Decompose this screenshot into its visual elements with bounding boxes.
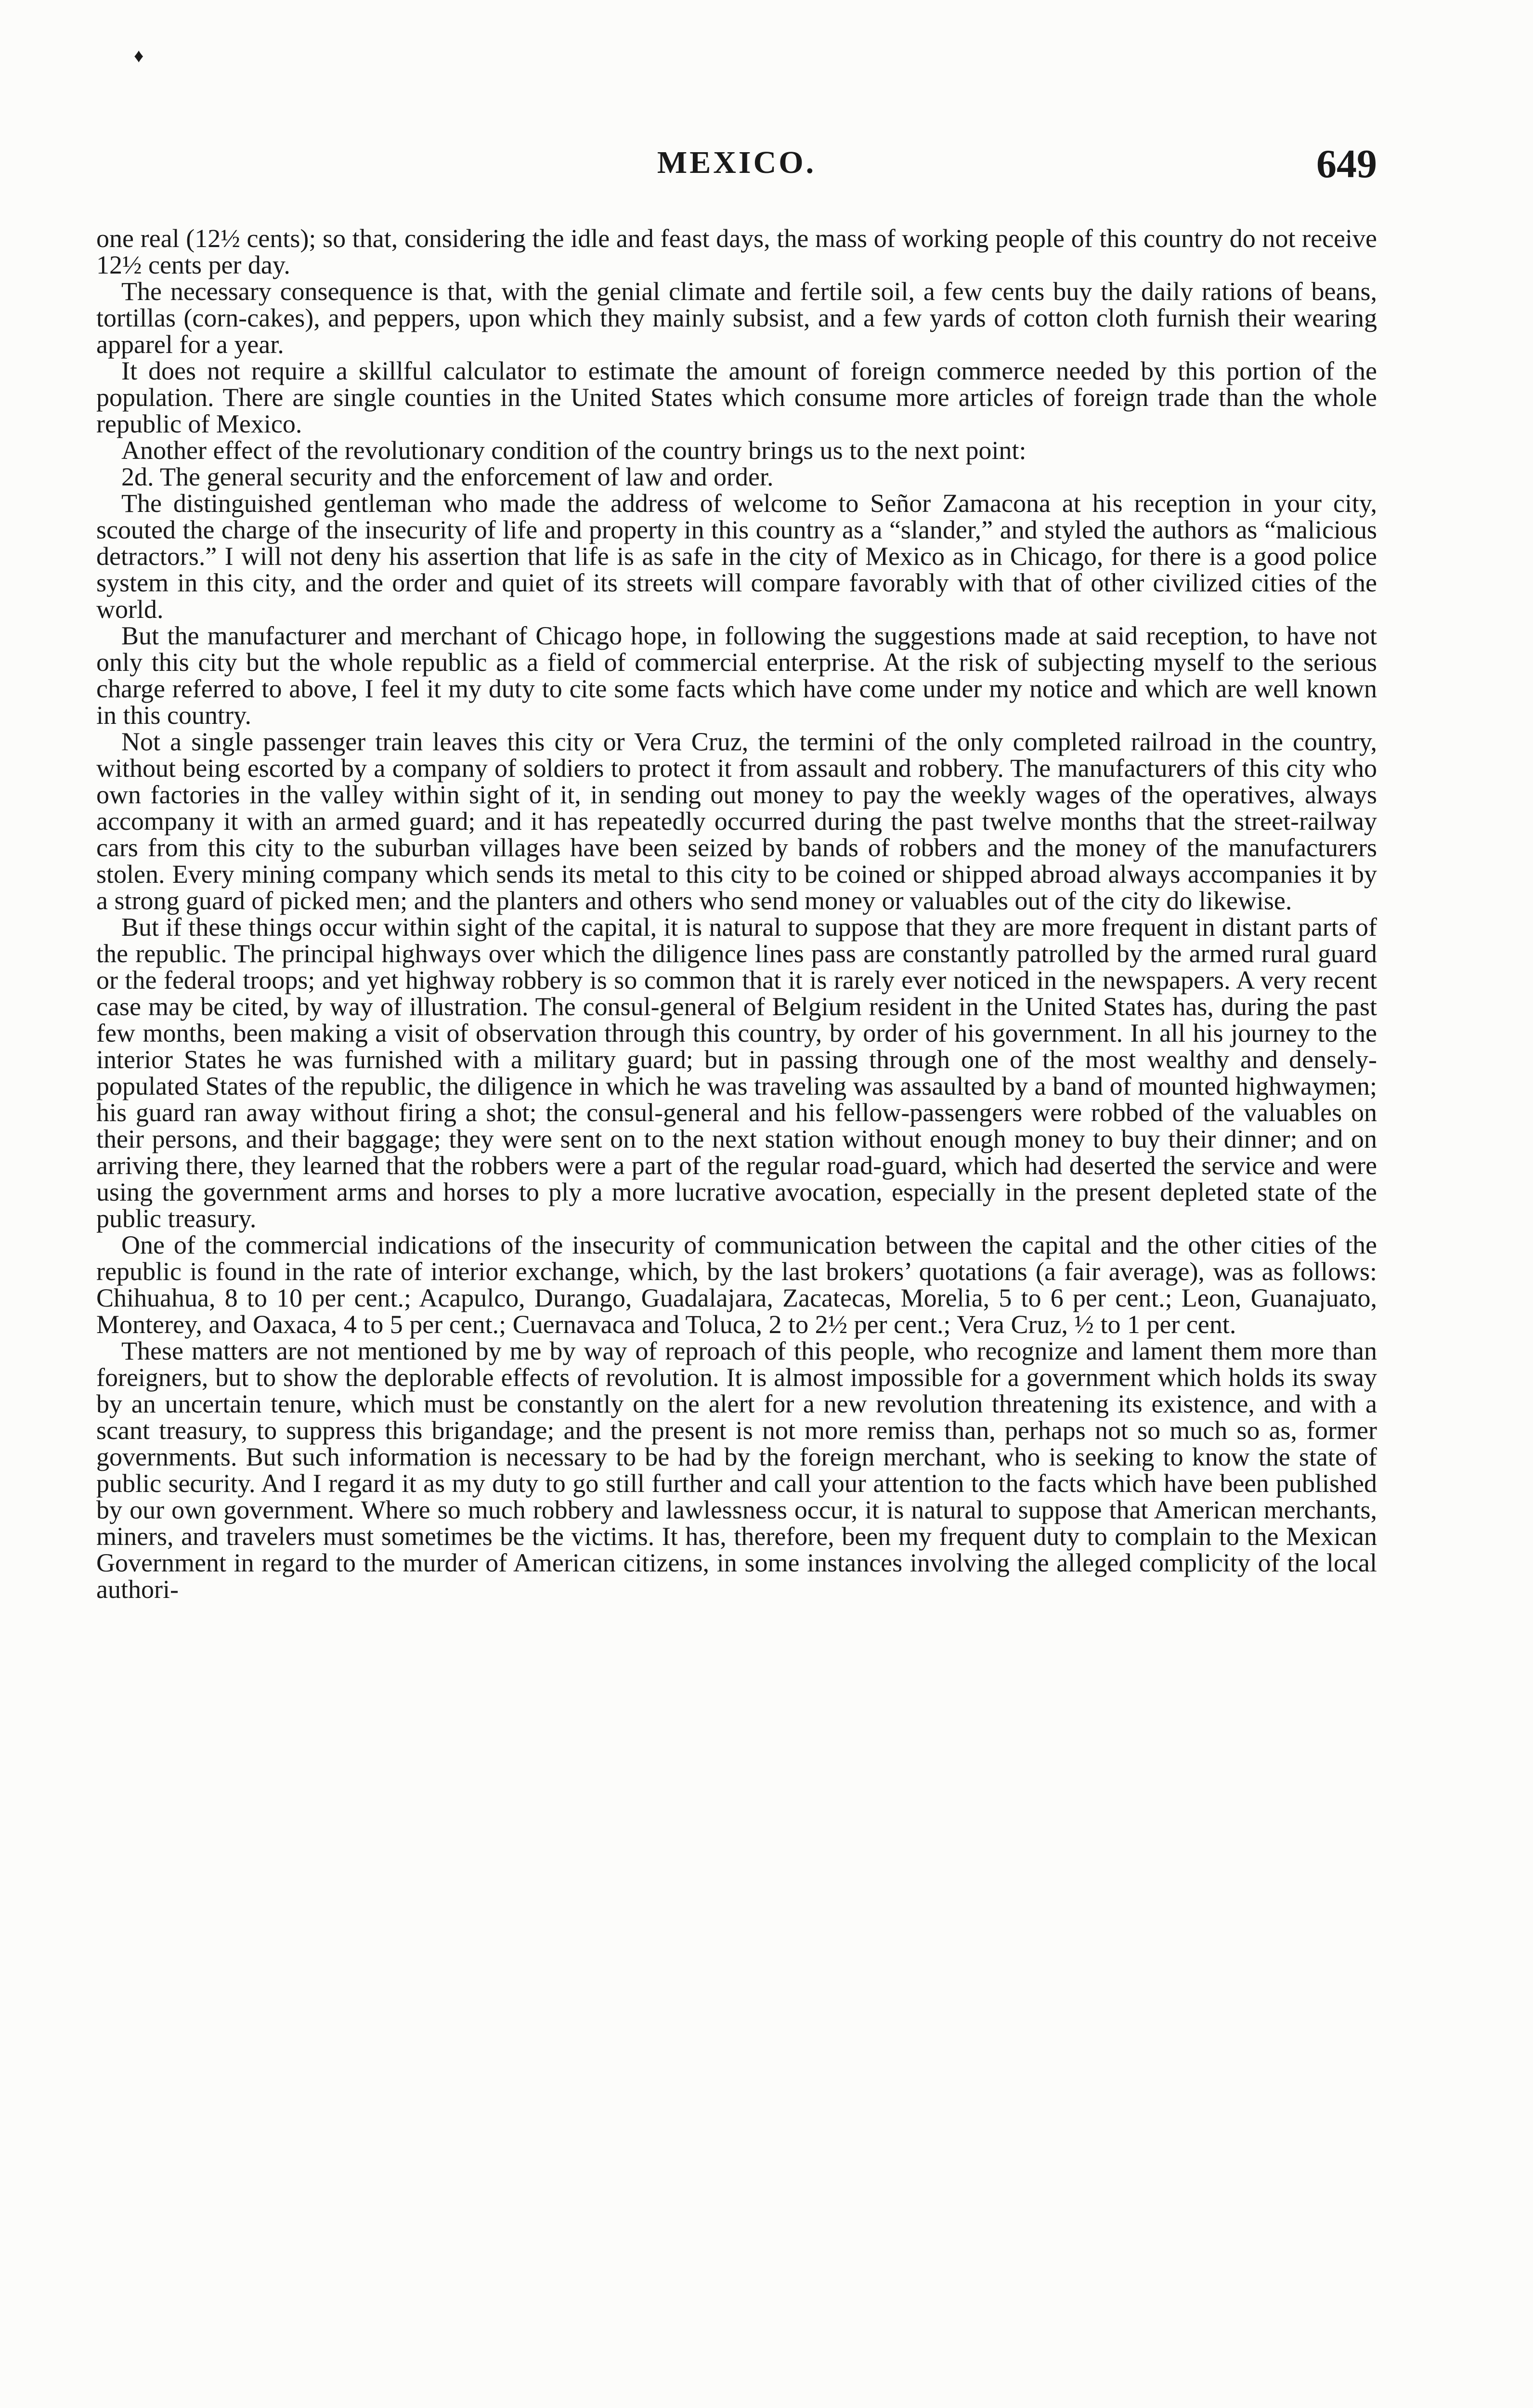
paragraph-zamacona-address: The distinguished gentleman who made the address of welcome to Señor Zamacona at his reception in your city, scouted the charge of the insecurity of life and property in this country as a “slander,” and styled the authors as “malicious detractors.” I will not deny his assertion that life is as safe in the city of Mexico as in Chicago, for there is a good police system in this city, and the order and quiet of its streets will compare favorably with that of other civilized cities of the world. (96, 489, 1377, 624)
paragraph-continuation: one real (12½ cents); so that, considering the idle and feast days, the mass of working people of this country do not receive 12½ cents per day. (96, 224, 1377, 279)
paragraph-escorted-trains: Not a single passenger train leaves this city or Vera Cruz, the termini of the only completed railroad in the country, without being escorted by a company of soldiers to protect it from assault and robbery. The manufacturers of this city who own factories in the valley within sight of it, in sending out money to pay the weekly wages of the operatives, always accompany it with an armed guard; and it has repeatedly occurred during the past twelve months that the street-railway cars from this city to the suburban villages have been seized by bands of robbers and the money of the manufacturers stolen. Every mining company which sends its metal to this city to be coined or shipped abroad always accompanies it by a strong guard of picked men; and the planters and others who send money or valuables out of the city do likewise. (96, 727, 1377, 915)
paragraph-foreign-commerce: It does not require a skillful calculator to estimate the amount of foreign commerce needed by this portion of the population. There are single counties in the United States which consume more articles of foreign trade than the whole republic of Mexico. (96, 356, 1377, 438)
paragraph-security-heading: 2d. The general security and the enforcement of law and order. (121, 462, 774, 491)
paragraph-chicago-merchants: But the manufacturer and merchant of Chicago hope, in following the suggestions made at said reception, to have not only this city but the whole republic as a field of commercial enterprise. At the risk of subjecting myself to the serious charge referred to above, I feel it my duty to cite some facts which have come under my notice and which are well known in this country. (96, 621, 1377, 730)
paragraph-consequence: The necessary consequence is that, with the genial climate and fertile soil, a few cents buy the daily rations of beans, tortillas (corn-cakes), and peppers, upon which they mainly subsist, and a few yards of cotton cloth furnish their wearing apparel for a year. (96, 277, 1377, 359)
body-text (96, 225, 1377, 1603)
paragraph-next-point: Another effect of the revolutionary condition of the country brings us to the next point: (121, 436, 1026, 465)
page-number: 649 (1316, 142, 1377, 186)
page-header (96, 144, 1377, 202)
paragraph-highway-robbery: But if these things occur within sight of the capital, it is natural to suppose that they are more frequent in distant parts of the republic. The principal highways over which the diligence lines pass are constantly patrolled by the armed rural guard or the federal troops; and yet highway robbery is so common that it is rarely ever noticed in the newspapers. A very recent case may be cited, by way of illustration. The consul-general of Belgium resident in the United States has, during the past few months, been making a visit of observation through this country, by order of his government. In all his journey to the interior States he was furnished with a military guard; but in passing through one of the most wealthy and densely-populated States of the republic, the diligence in which he was traveling was assaulted by a band of mounted highwaymen; his guard ran away without firing a shot; the consul-general and his fellow-passengers were robbed of the valuables on their persons, and their baggage; they were sent on to the next station without enough money to buy their dinner; and on arriving there, they learned that the robbers were a part of the regular road-guard, which had deserted the service and were using the government arms and horses to ply a more lucrative avocation, especially in the present depleted state of the public treasury. (96, 913, 1377, 1233)
running-head: MEXICO. (657, 145, 817, 180)
paragraph-effects-of-revolution: These matters are not mentioned by me by way of reproach of this people, who recognize and lament them more than foreigners, but to show the deplorable effects of revolution. It is almost impossible for a government which holds its sway by an uncertain tenure, which must be constantly on the alert for a new revolution threatening its existence, and with a scant treasury, to suppress this brigandage; and the present is not more remiss than, perhaps not so much so as, former governments. But such information is necessary to be had by the foreign merchant, who is seeking to know the state of public security. And I regard it as my duty to go still further and call your attention to the facts which have been published by our own government. Where so much robbery and lawlessness occur, it is natural to suppose that American merchants, miners, and travelers must sometimes be the victims. It has, therefore, been my frequent duty to complain to the Mexican Government in regard to the murder of American citizens, in some instances involving the alleged complicity of the local authori- (96, 1336, 1377, 1604)
corner-mark: ♦ (134, 45, 144, 66)
paragraph-interior-exchange: One of the commercial indications of the insecurity of communication between the capital and the other cities of the republic is found in the rate of interior exchange, which, by the last brokers’ quotations (a fair average), was as follows: Chihuahua, 8 to 10 per cent.; Acapulco, Durango, Guadalajara, Zacatecas, Morelia, 5 to 6 per cent.; Leon, Guanajuato, Monterey, and Oaxaca, 4 to 5 per cent.; Cuernavaca and Toluca, 2 to 2½ per cent.; Vera Cruz, ½ to 1 per cent. (96, 1230, 1377, 1339)
